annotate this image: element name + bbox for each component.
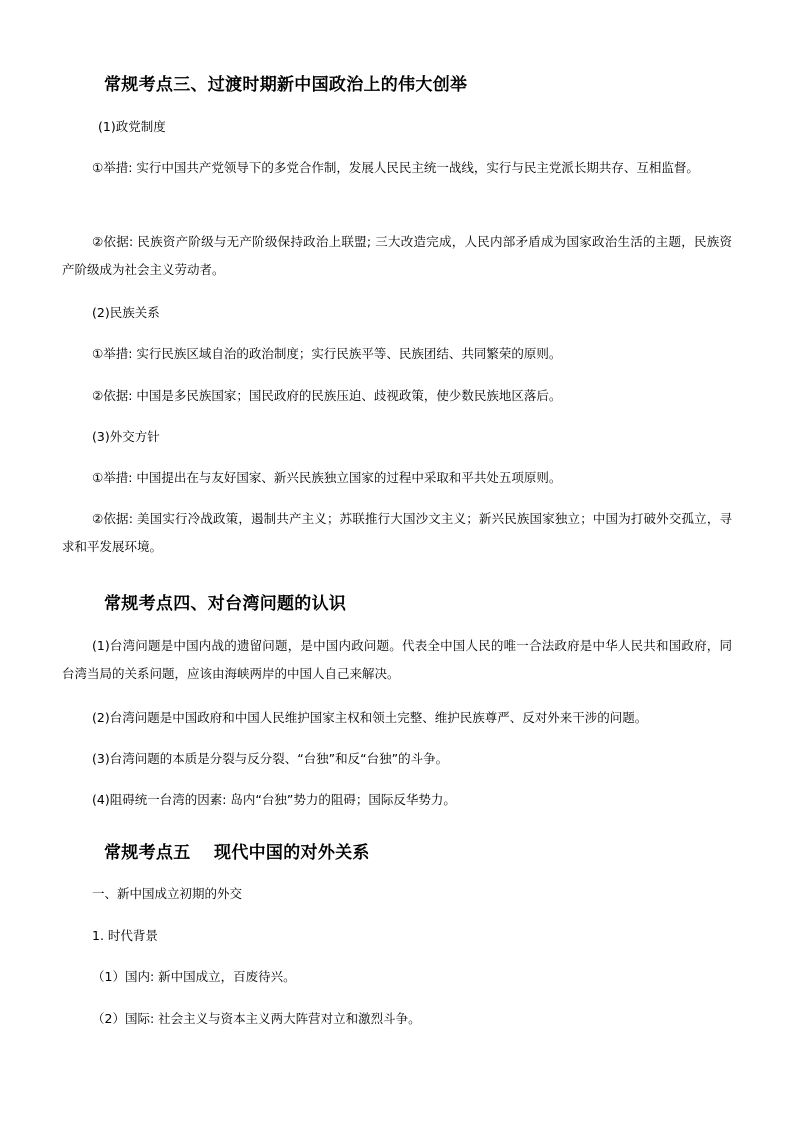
section5-point1: 1. 时代背景 [92, 928, 158, 943]
section5-point1-b: （2）国际: 社会主义与资本主义两大阵营对立和激烈斗争。 [92, 1011, 421, 1026]
section3-sub2-item1: ①举措: 实行民族区域自治的政治制度；实行民族平等、民族团结、共同繁荣的原则。 [92, 346, 562, 361]
section5-point1-a: （1）国内: 新中国成立，百废待兴。 [92, 969, 296, 984]
section3-sub3-item2: ②依据: 美国实行冷战政策，遏制共产主义；苏联推行大国沙文主义；新兴民族国家独立；中国为打破外交孤立，寻求和平发展环境。 [62, 511, 732, 554]
section5-heading: 常规考点五 现代中国的对外关系 [104, 843, 370, 863]
section3-sub3-label: (3)外交方针 [92, 429, 160, 444]
section4-item3: (3)台湾问题的本质是分裂与反分裂、“台独”和反“台独”的斗争。 [92, 751, 449, 766]
section3-heading: 常规考点三、过渡时期新中国政治上的伟大创举 [104, 75, 468, 95]
section4-item2: (2)台湾问题是中国政府和中国人民维护国家主权和领土完整、维护民族尊严、反对外来干涉的问题。 [92, 710, 648, 725]
section3-sub1-item1: ①举措: 实行中国共产党领导下的多党合作制，发展人民民主统一战线，实行与民主党派长期共存、互相监督。 [92, 160, 699, 175]
section3-sub2-item2: ②依据: 中国是多民族国家；国民政府的民族压迫、歧视政策，使少数民族地区落后。 [92, 388, 562, 403]
section3-sub1-label: (1)政党制度 [98, 119, 166, 134]
section3-sub3-item1: ①举措: 中国提出在与友好国家、新兴民族独立国家的过程中采取和平共处五项原则。 [92, 470, 562, 485]
section4-item1: (1)台湾问题是中国内战的遗留问题，是中国内政问题。代表全中国人民的唯一合法政府是中华人民共和国政府，同台湾当局的关系问题，应该由海峡两岸的中国人自己来解决。 [62, 638, 732, 681]
section4-item4: (4)阻碍统一台湾的因素: 岛内“台独”势力的阻碍；国际反华势力。 [92, 792, 456, 807]
section3-sub2-label: (2)民族关系 [92, 305, 160, 320]
section3-sub1-item2: ②依据: 民族资产阶级与无产阶级保持政治上联盟; 三大改造完成，人民内部矛盾成为国家政治生活的主题，民族资产阶级成为社会主义劳动者。 [62, 234, 732, 277]
section5-subheading: 一、新中国成立初期的外交 [92, 886, 243, 901]
section4-heading: 常规考点四、对台湾问题的认识 [104, 594, 347, 614]
